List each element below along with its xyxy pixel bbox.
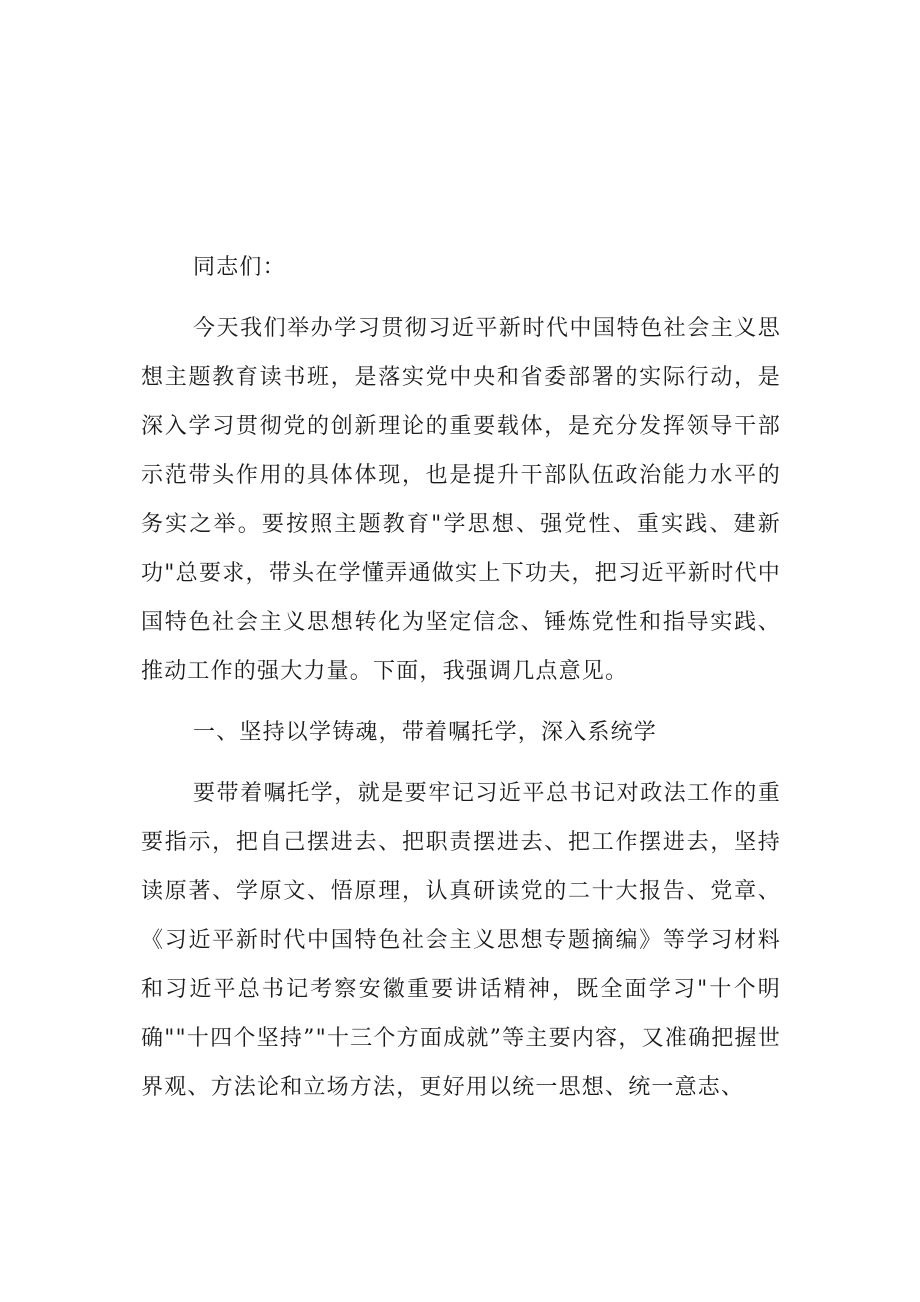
section-heading-1: 一、坚持以学铸魂，带着嘱托学，深入系统学 (193, 720, 658, 745)
document-body (141, 243, 781, 1112)
paragraph-intro: 今天我们举办学习贯彻习近平新时代中国特色社会主义思想主题教育读书班，是落实党中央和省委部署的实际行动，是深入学习贯彻党的创新理论的重要载体，是充分发挥领导干部示范带头作用的具体体现，也是提升干部队伍政治能力水平的务实之举。要按照主题教育"学思想、强党性、重实践、建新功"总要求，带头在学懂弄通做实上下功夫，把习近平新时代中国特色社会主义思想转化为坚定信念、锤炼党性和指导实践、推动工作的强大力量。下面，我强调几点意见。 (141, 316, 781, 684)
greeting: 同志们： (193, 255, 286, 280)
paragraph-section-1: 要带着嘱托学，就是要牢记习近平总书记对政法工作的重要指示，把自己摆进去、把职责摆进去、把工作摆进去，坚持读原著、学原文、悟原理，认真研读党的二十大报告、党章、《习近平新时代中国特色社会主义思想专题摘编》等学习材料和习近平总书记考察安徽重要讲话精神，既全面学习"十个明确""十四个坚持”"十三个方面成就”等主要内容，又准确把握世界观、方法论和立场方法，更好用以统一思想、统一意志、 (141, 781, 781, 1100)
